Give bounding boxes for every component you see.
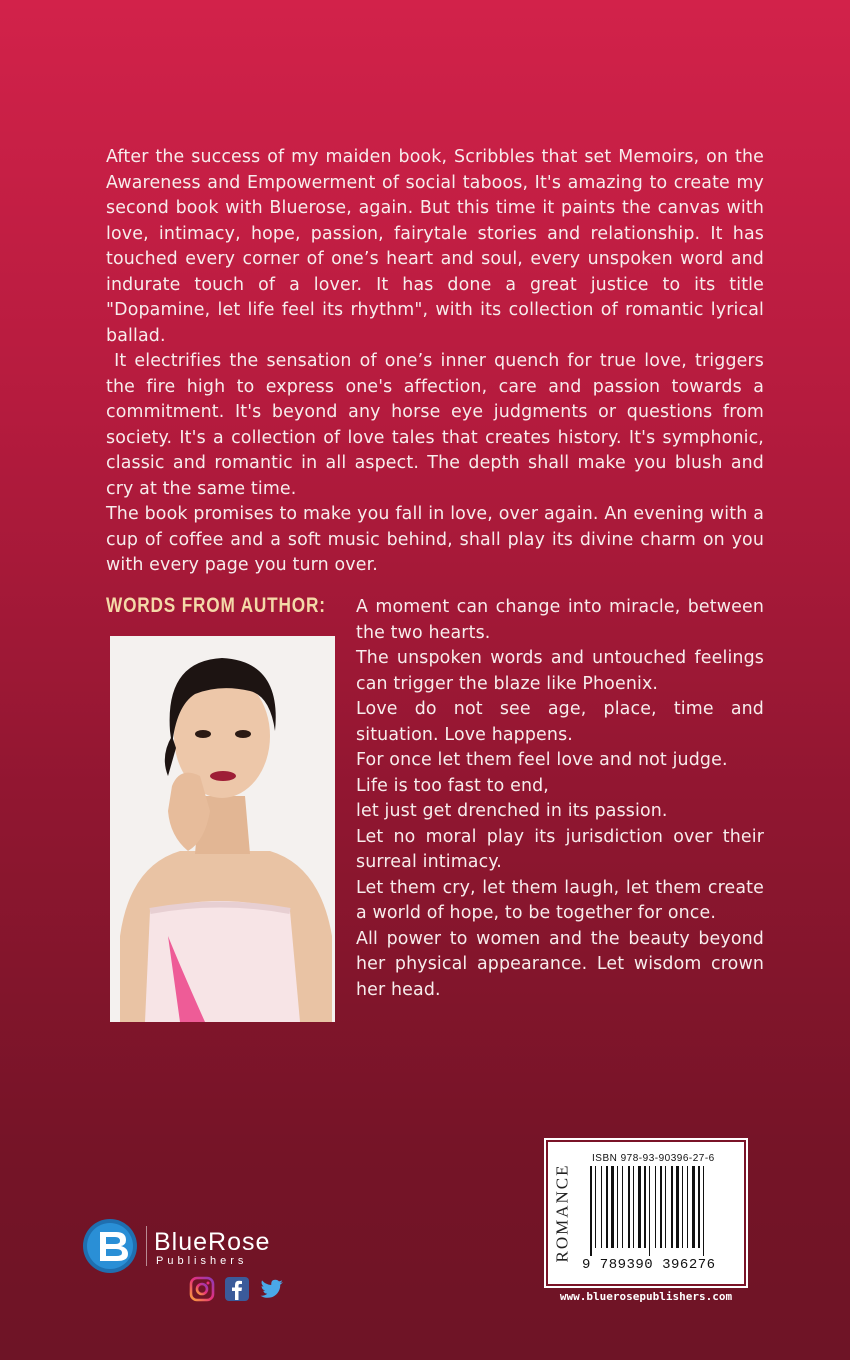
poem-line: Life is too fast to end, — [356, 775, 549, 796]
twitter-icon[interactable] — [259, 1276, 285, 1302]
poem-line: let just get drenched in its passion. — [356, 801, 668, 821]
genre-label-box — [548, 1142, 576, 1284]
isbn-number: 9 789390 396276 — [582, 1257, 716, 1273]
instagram-icon[interactable] — [189, 1276, 215, 1302]
author-poem — [356, 595, 764, 1003]
publisher-tagline: Publishers — [156, 1255, 248, 1267]
poem-line: For once let them feel love and not judge. — [356, 750, 728, 770]
isbn-label: ISBN 978-93-90396-27-6 — [592, 1153, 715, 1164]
author-portrait-illustration — [110, 636, 335, 1022]
logo-divider — [146, 1226, 147, 1266]
blurb-paragraph-2: It electrifies the sensation of one’s inner quench for true love, triggers the fire high to express one's affection, care and passion towards a commitment. It's beyond any horse eye judgments or questions from society. It's a collection of love tales that creates history. It's symphonic, classic and romantic in all aspect. The depth shall make you blush and cry at the same time. — [106, 351, 764, 499]
blurb-text — [106, 145, 764, 579]
bluerose-logo-icon — [82, 1217, 142, 1277]
author-section-heading: WORDS FROM AUTHOR: — [106, 594, 326, 617]
barcode-icon — [588, 1166, 730, 1256]
genre-label: ROMANCE — [552, 1163, 572, 1263]
facebook-icon[interactable] — [224, 1276, 250, 1302]
author-photo — [110, 636, 335, 1022]
blurb-paragraph-1: After the success of my maiden book, Scribbles that set Memoirs, on the Awareness and Empowerment of social taboos, It's amazing to create my second book with Bluerose, again. But this time it paints the canvas with love, intimacy, hope, passion, fairytale stories and relationship. It has touched every corner of one’s heart and soul, every unspoken word and indurate touch of a lover. It has done a great justice to its title "Dopamine, let life feel its rhythm", with its collection of romantic lyrical ballad. — [106, 147, 764, 346]
poem-line: A moment can change into miracle, between the two hearts. — [356, 597, 764, 643]
publisher-name: BlueRose — [154, 1228, 271, 1256]
blurb-paragraph-3: The book promises to make you fall in love, over again. An evening with a cup of coffee and a soft music behind, shall play its divine charm on you with every page you turn over. — [106, 504, 764, 575]
publisher-website: www.bluerosepublishers.com — [559, 1290, 733, 1303]
poem-line: Let them cry, let them laugh, let them create a world of hope, to be together for once. — [356, 877, 764, 923]
poem-line: The unspoken words and untouched feelings can trigger the blaze like Phoenix. — [356, 648, 764, 694]
poem-line: Love do not see age, place, time and situation. Love happens. — [356, 699, 764, 745]
poem-line: Let no moral play its jurisdiction over their surreal intimacy. — [356, 826, 764, 872]
poem-line: All power to women and the beauty beyond her physical appearance. Let wisdom crown her head. — [356, 928, 764, 1000]
